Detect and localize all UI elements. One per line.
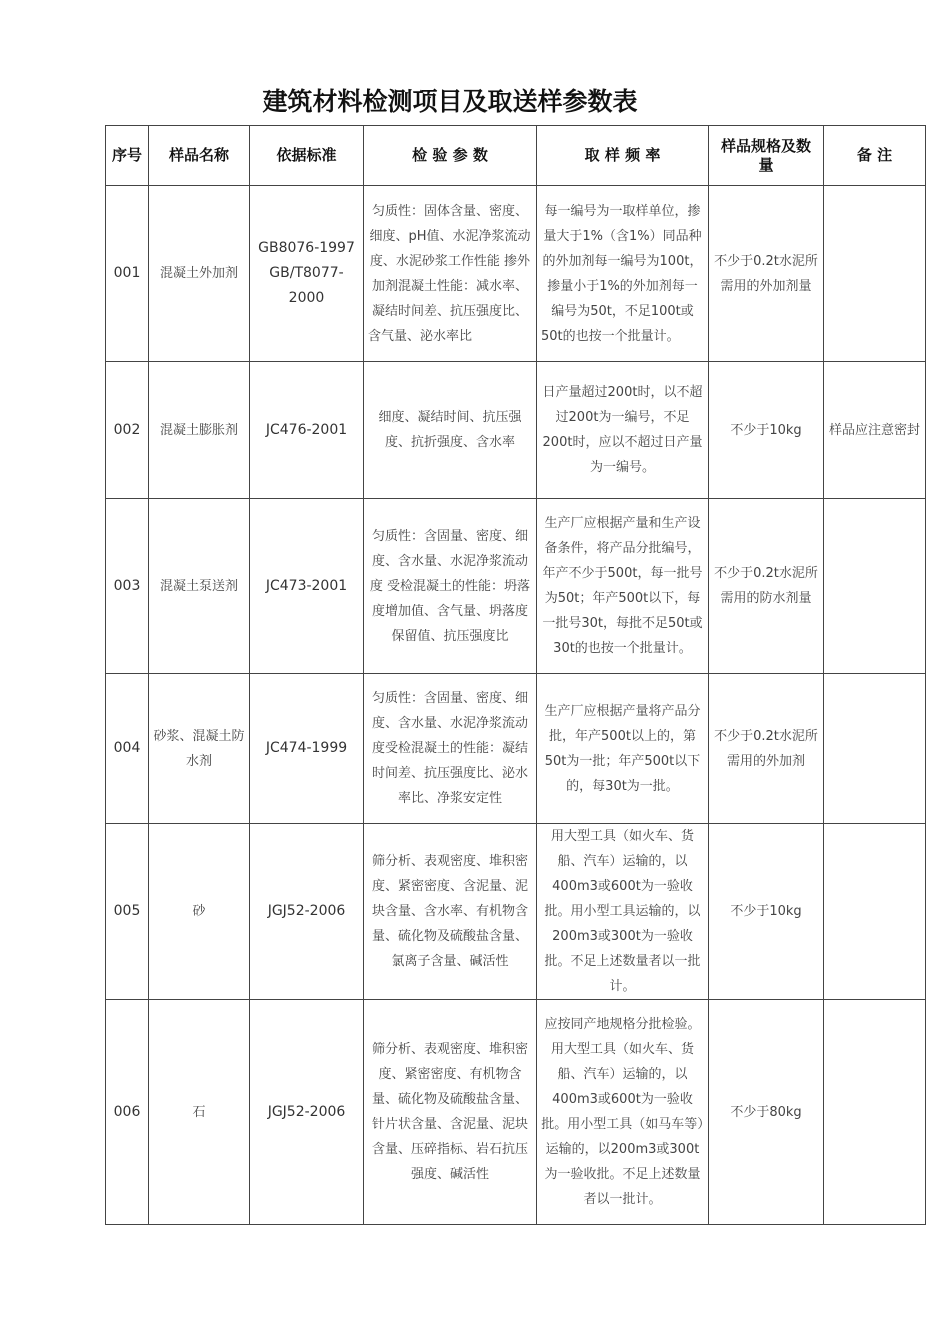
row-remark: 样品应注意密封	[824, 362, 926, 499]
table-row	[106, 1000, 926, 1225]
row-no: 001	[106, 186, 149, 362]
header-spec: 样品规格及数量	[709, 126, 824, 186]
header-name: 样品名称	[149, 126, 250, 186]
row-no: 002	[106, 362, 149, 499]
table-row	[106, 499, 926, 674]
materials-table	[105, 125, 926, 1225]
row-name: 砂	[149, 824, 250, 1000]
row-standard: JGJ52-2006	[250, 824, 364, 1000]
row-no: 006	[106, 1000, 149, 1225]
row-params: 匀质性：固体含量、密度、细度、pH值、水泥净浆流动度、水泥砂浆工作性能 掺外加剂混凝土性能：减水率、凝结时间差、抗压强度比、含气量、泌水率比	[364, 186, 537, 362]
row-spec: 不少于80kg	[709, 1000, 824, 1225]
row-name: 混凝土外加剂	[149, 186, 250, 362]
row-standard: JC476-2001	[250, 362, 364, 499]
row-remark	[824, 186, 926, 362]
row-frequency: 日产量超过200t时，以不超过200t为一编号，不足200t时，应以不超过日产量为一编号。	[537, 362, 709, 499]
header-standard: 依据标准	[250, 126, 364, 186]
row-frequency: 生产厂应根据产量和生产设备条件，将产品分批编号，年产不少于500t，每一批号为50t；年产500t以下，每一批号30t，每批不足50t或30t的也按一个批量计。	[537, 499, 709, 674]
row-remark	[824, 1000, 926, 1225]
header-row	[106, 126, 926, 186]
row-params: 细度、凝结时间、抗压强度、抗折强度、含水率	[364, 362, 537, 499]
table-row	[106, 824, 926, 1000]
row-name: 石	[149, 1000, 250, 1225]
row-spec: 不少于0.2t水泥所需用的外加剂	[709, 674, 824, 824]
table-row	[106, 674, 926, 824]
row-spec: 不少于10kg	[709, 362, 824, 499]
row-params: 筛分析、表观密度、堆积密度、紧密密度、含泥量、泥块含量、含水率、有机物含量、硫化物及硫酸盐含量、氯离子含量、碱活性	[364, 824, 537, 1000]
row-standard: JGJ52-2006	[250, 1000, 364, 1225]
row-params: 匀质性：含固量、密度、细度、含水量、水泥净浆流动度受检混凝土的性能：凝结时间差、抗压强度比、泌水率比、净浆安定性	[364, 674, 537, 824]
row-frequency: 每一编号为一取样单位，掺量大于1%（含1%）同品种的外加剂每一编号为100t，掺量小于1%的外加剂每一编号为50t，不足100t或50t的也按一个批量计。	[537, 186, 709, 362]
row-spec: 不少于0.2t水泥所需用的外加剂量	[709, 186, 824, 362]
row-spec: 不少于0.2t水泥所需用的防水剂量	[709, 499, 824, 674]
row-params: 匀质性：含固量、密度、细度、含水量、水泥净浆流动度 受检混凝土的性能：坍落度增加值、含气量、坍落度保留值、抗压强度比	[364, 499, 537, 674]
row-no: 004	[106, 674, 149, 824]
row-name: 混凝土膨胀剂	[149, 362, 250, 499]
row-no: 005	[106, 824, 149, 1000]
row-remark	[824, 824, 926, 1000]
table-row	[106, 362, 926, 499]
row-spec: 不少于10kg	[709, 824, 824, 1000]
header-frequency: 取 样 频 率	[537, 126, 709, 186]
header-remark: 备 注	[824, 126, 926, 186]
row-frequency: 用大型工具（如火车、货船、汽车）运输的，以400m3或600t为一验收批。用小型工具运输的，以200m3或300t为一验收批。不足上述数量者以一批计。	[537, 824, 709, 1000]
row-no: 003	[106, 499, 149, 674]
row-frequency: 生产厂应根据产量将产品分批，年产500t以上的，第50t为一批；年产500t以下的，每30t为一批。	[537, 674, 709, 824]
row-standard: JC473-2001	[250, 499, 364, 674]
header-no: 序号	[106, 126, 149, 186]
row-frequency: 应按同产地规格分批检验。用大型工具（如火车、货船、汽车）运输的，以400m3或600t为一验收批。用小型工具（如马车等）运输的，以200m3或300t为一验收批。不足上述数量者以一批计。	[537, 1000, 709, 1225]
row-name: 混凝土泵送剂	[149, 499, 250, 674]
row-standard: GB8076-1997 GB/T8077-2000	[250, 186, 364, 362]
row-name: 砂浆、混凝土防水剂	[149, 674, 250, 824]
header-params: 检 验 参 数	[364, 126, 537, 186]
row-remark	[824, 499, 926, 674]
table-row	[106, 186, 926, 362]
row-params: 筛分析、表观密度、堆积密度、紧密密度、有机物含量、硫化物及硫酸盐含量、针片状含量、含泥量、泥块含量、压碎指标、岩石抗压强度、碱活性	[364, 1000, 537, 1225]
row-remark	[824, 674, 926, 824]
page-title: 建筑材料检测项目及取送样参数表	[262, 87, 638, 116]
row-standard: JC474-1999	[250, 674, 364, 824]
